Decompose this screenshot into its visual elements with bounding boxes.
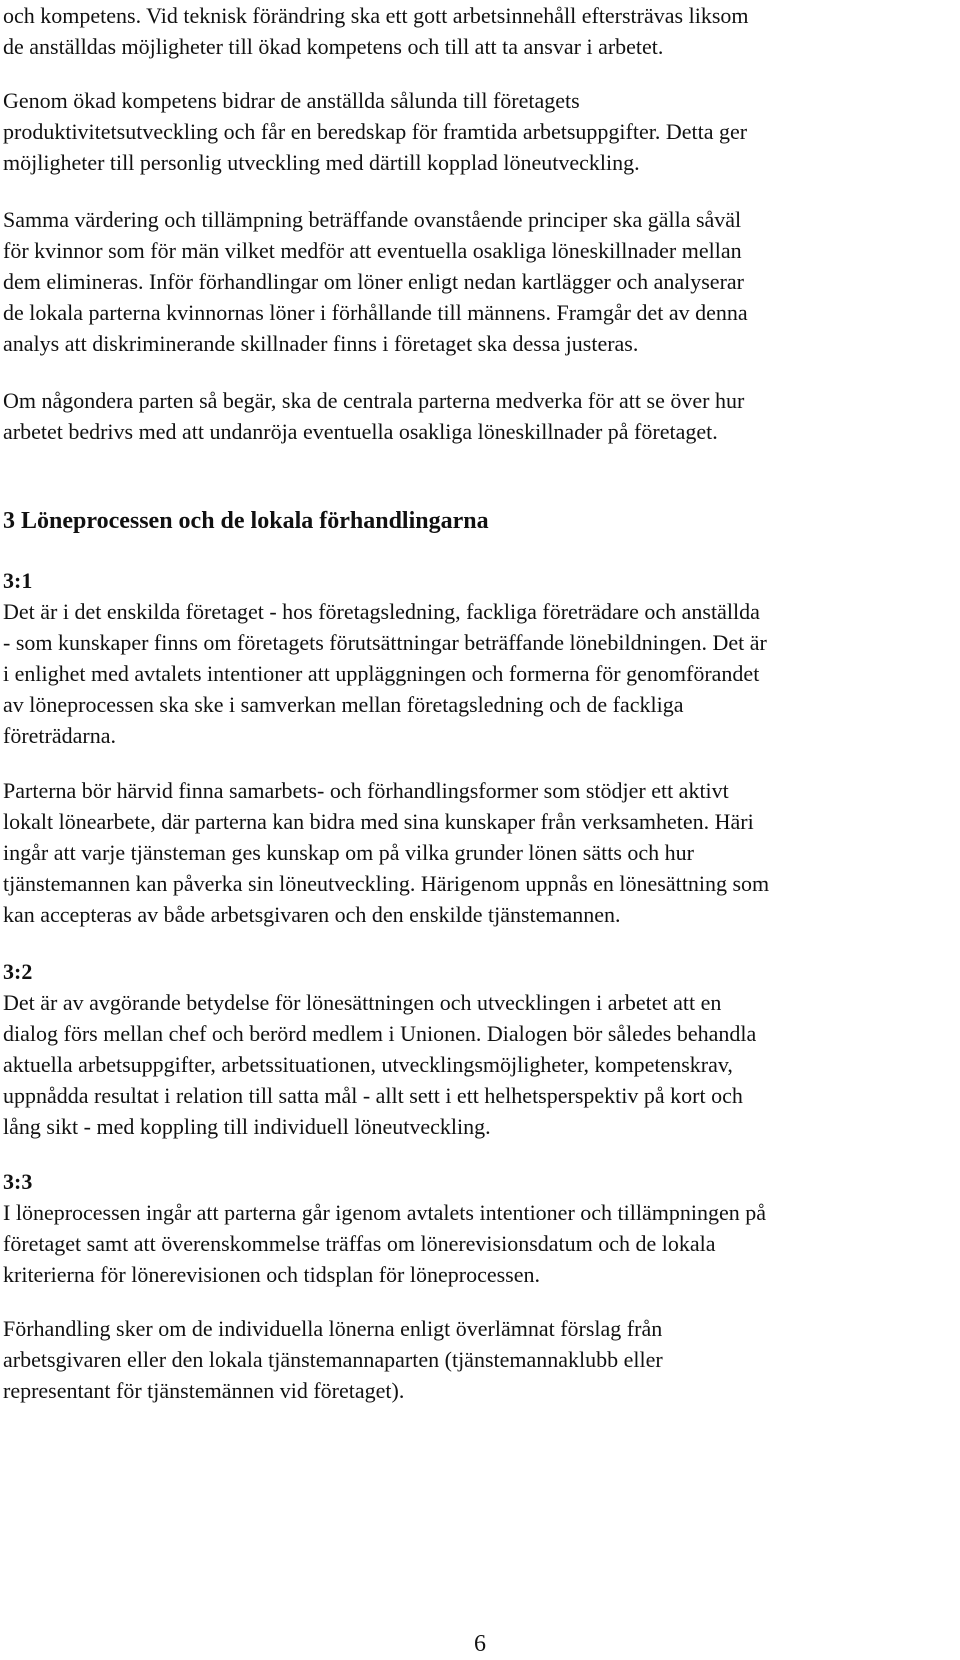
text-line: de anställdas möjligheter till ökad kompetens och till att ta ansvar i arbetet. [3,34,664,59]
text-line: - som kunskaper finns om företagets förutsättningar beträffande lönebildningen. Det är [3,630,767,655]
text-line: representant för tjänstemännen vid företaget). [3,1378,405,1403]
text-line: möjligheter till personlig utveckling med därtill kopplad löneutveckling. [3,150,640,175]
subsection-3-2 [3,956,953,1142]
text-line: Genom ökad kompetens bidrar de anställda sålunda till företagets [3,88,580,113]
text-line: och kompetens. Vid teknisk förändring ska ett gott arbetsinnehåll eftersträvas liksom [3,3,749,28]
paragraph-intro-2 [3,85,953,178]
text-line: I löneprocessen ingår att parterna går igenom avtalets intentioner och tillämpningen på [3,1200,767,1225]
text-line: Det är i det enskilda företaget - hos företagsledning, fackliga företrädare och anställda [3,599,760,624]
text-line: lång sikt - med koppling till individuell löneutveckling. [3,1114,491,1139]
text-line: arbetsgivaren eller den lokala tjänstemannaparten (tjänstemannaklubb eller [3,1347,663,1372]
text-line: tjänstemannen kan påverka sin löneutveckling. Härigenom uppnås en lönesättning som [3,871,770,896]
paragraph-intro-3 [3,204,953,359]
text-line: Parterna bör härvid finna samarbets- och förhandlingsformer som stödjer ett aktivt [3,778,729,803]
text-line: företaget samt att överenskommelse träffas om lönerevisionsdatum och de lokala [3,1231,716,1256]
text-line: de lokala parterna kvinnornas löner i förhållande till männens. Framgår det av denna [3,300,748,325]
section-heading: 3 Löneprocessen och de lokala förhandlingarna [3,508,489,534]
paragraph-3-1-b [3,775,953,930]
subsection-number: 3:2 [3,959,33,984]
text-line: uppnådda resultat i relation till satta mål - allt sett i ett helhetsperspektiv på kort och [3,1083,743,1108]
text-line: Förhandling sker om de individuella lönerna enligt överlämnat förslag från [3,1316,663,1341]
text-line: Samma värdering och tillämpning beträffande ovanstående principer ska gälla såväl [3,207,742,232]
text-line: Om någondera parten så begär, ska de centrala parterna medverka för att se över hur [3,388,745,413]
page-number: 6 [474,1631,486,1657]
text-line: lokalt lönearbete, där parterna kan bidra med sina kunskaper från verksamheten. Häri [3,809,754,834]
text-line: analys att diskriminerande skillnader finns i företaget ska dessa justeras. [3,331,639,356]
text-line: kan accepteras av både arbetsgivaren och den enskilde tjänstemannen. [3,902,621,927]
text-line: i enlighet med avtalets intentioner att uppläggningen och formerna för genomförandet [3,661,760,686]
paragraph-3-3-b [3,1313,953,1406]
text-line: av löneprocessen ska ske i samverkan mellan företagsledning och de fackliga [3,692,684,717]
text-line: kriterierna för lönerevisionen och tidsplan för löneprocessen. [3,1262,540,1287]
subsection-3-1 [3,565,953,751]
text-line: ingår att varje tjänsteman ges kunskap om på vilka grunder lönen sätts och hur [3,840,694,865]
text-line: arbetet bedrivs med att undanröja eventuella osakliga löneskillnader på företaget. [3,419,718,444]
text-line: dialog förs mellan chef och berörd medlem i Unionen. Dialogen bör således behandla [3,1021,757,1046]
text-line: dem elimineras. Inför förhandlingar om löner enligt nedan kartlägger och analyserar [3,269,744,294]
subsection-number: 3:1 [3,568,33,593]
subsection-number: 3:3 [3,1169,33,1194]
paragraph-intro-1 [3,0,953,62]
text-line: aktuella arbetsuppgifter, arbetssituationen, utvecklingsmöjligheter, kompetenskrav, [3,1052,733,1077]
text-line: Det är av avgörande betydelse för lönesättningen och utvecklingen i arbetet att en [3,990,722,1015]
paragraph-intro-4 [3,385,953,447]
text-line: produktivitetsutveckling och får en beredskap för framtida arbetsuppgifter. Detta ger [3,119,748,144]
text-line: företrädarna. [3,723,116,748]
text-line: för kvinnor som för män vilket medför att eventuella osakliga löneskillnader mellan [3,238,742,263]
subsection-3-3 [3,1166,953,1290]
